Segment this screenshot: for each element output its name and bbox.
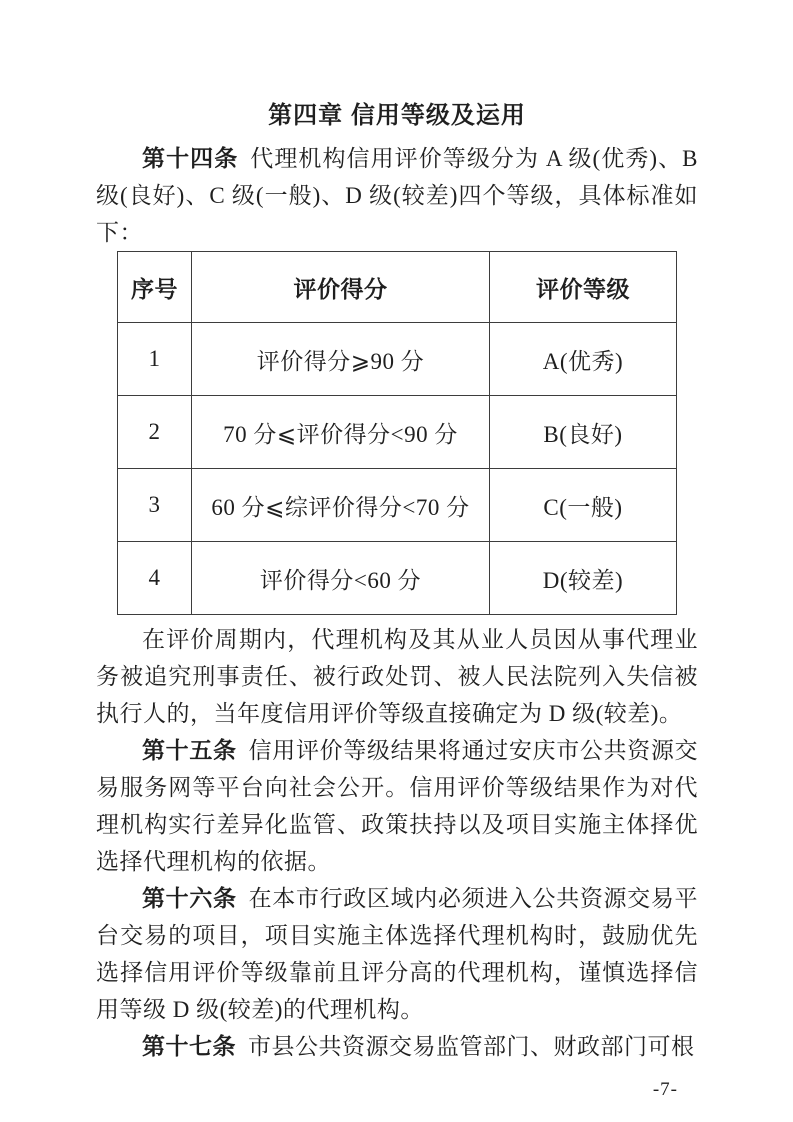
table-cell-grade: B(良好) <box>490 396 677 469</box>
page-number: -7- <box>652 1079 678 1100</box>
table-cell-score: 评价得分⩾90 分 <box>192 323 490 396</box>
table-row <box>118 469 677 542</box>
table-cell-grade: C(一般) <box>490 469 677 542</box>
chapter-title: 第四章 信用等级及运用 <box>268 102 526 129</box>
table-header-row <box>118 252 677 323</box>
article-16-text: 在本市行政区域内必须进入公共资源交易平台交易的项目，项目实施主体选择代理机构时，鼓励优先选择信用评价等级靠前且评分高的代理机构，谨慎选择信用等级 D 级(较差)的代理机构。 <box>96 886 699 1022</box>
table-header-score: 评价得分 <box>192 252 490 323</box>
table-cell-no: 2 <box>118 396 192 469</box>
article-14-paragraph <box>96 140 698 251</box>
table-cell-no: 3 <box>118 469 192 542</box>
table-cell-grade: D(较差) <box>490 542 677 615</box>
article-17-paragraph <box>96 1028 698 1065</box>
article-15-paragraph <box>96 732 698 880</box>
article-17-heading: 第十七条 <box>142 1033 236 1059</box>
table-row <box>118 396 677 469</box>
credit-rating-table <box>117 251 677 615</box>
table-cell-score: 60 分⩽综评价得分<70 分 <box>192 469 490 542</box>
table-header-no: 序号 <box>118 252 192 323</box>
article-16-paragraph <box>96 880 698 1028</box>
table-row <box>118 323 677 396</box>
article-15-heading: 第十五条 <box>142 737 237 763</box>
table-cell-no: 1 <box>118 323 192 396</box>
table-header-grade: 评价等级 <box>490 252 677 323</box>
article-14-heading: 第十四条 <box>142 145 239 171</box>
article-14-continuation-paragraph <box>96 621 698 732</box>
article-14-text: 代理机构信用评价等级分为 A 级(优秀)、B 级(良好)、C 级(一般)、D 级(较差)四个等级，具体标准如下： <box>96 146 698 245</box>
table-cell-score: 70 分⩽评价得分<90 分 <box>192 396 490 469</box>
table-cell-score: 评价得分<60 分 <box>192 542 490 615</box>
table-cell-grade: A(优秀) <box>490 323 677 396</box>
article-14-continuation-text: 在评价周期内，代理机构及其从业人员因从事代理业务被追究刑事责任、被行政处罚、被人民法院列入失信被执行人的，当年度信用评价等级直接确定为 D 级(较差)。 <box>96 627 698 726</box>
article-16-heading: 第十六条 <box>142 885 237 911</box>
article-15-text: 信用评价等级结果将通过安庆市公共资源交易服务网等平台向社会公开。信用评价等级结果作为对代理机构实行差异化监管、政策扶持以及项目实施主体择优选择代理机构的依据。 <box>96 738 699 874</box>
article-17-text: 市县公共资源交易监管部门、财政部门可根 <box>248 1034 695 1059</box>
table-cell-no: 4 <box>118 542 192 615</box>
table-row <box>118 542 677 615</box>
